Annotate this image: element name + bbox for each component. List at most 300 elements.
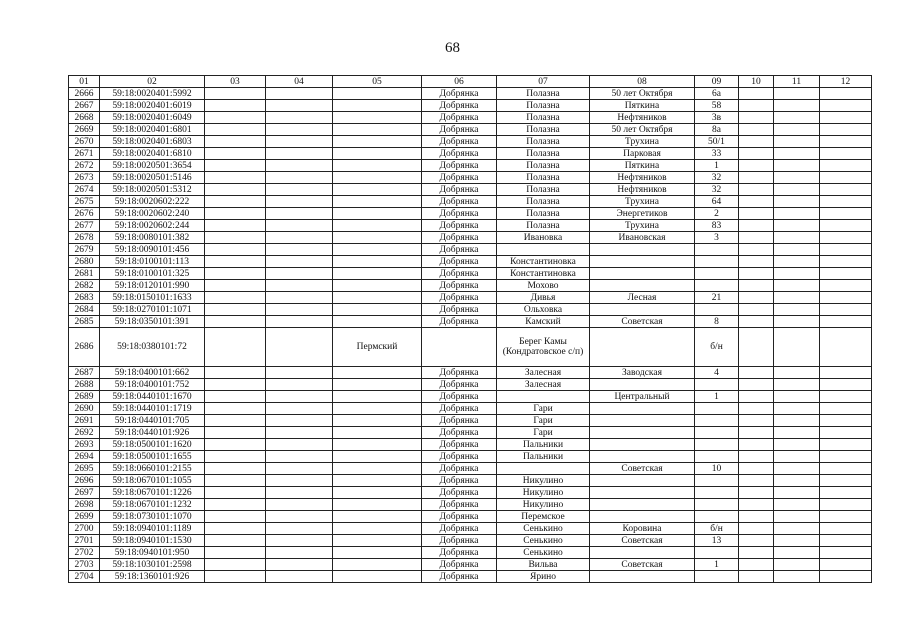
cadastral-number-cell: 59:18:0940101:1530 bbox=[100, 535, 205, 547]
locality-cell bbox=[497, 244, 590, 256]
cadastral-number-cell: 59:18:0020401:6810 bbox=[100, 148, 205, 160]
cadastral-number-cell: 59:18:0080101:382 bbox=[100, 232, 205, 244]
locality-cell: Полазна bbox=[497, 112, 590, 124]
region-cell bbox=[333, 547, 422, 559]
col-03-cell bbox=[205, 403, 266, 415]
col-03-cell bbox=[205, 499, 266, 511]
table-row bbox=[69, 184, 872, 196]
settlement-cell: Добрянка bbox=[422, 148, 497, 160]
settlement-cell: Добрянка bbox=[422, 136, 497, 148]
settlement-cell: Добрянка bbox=[422, 511, 497, 523]
house-number-cell: 2 bbox=[695, 208, 739, 220]
street-cell: Парковая bbox=[590, 148, 695, 160]
house-number-cell: 1 bbox=[695, 160, 739, 172]
house-number-cell: 8 bbox=[695, 316, 739, 328]
col-12-cell bbox=[820, 88, 872, 100]
cadastral-number-cell: 59:18:0500101:1620 bbox=[100, 439, 205, 451]
col-10-cell bbox=[739, 535, 774, 547]
street-cell: Пяткина bbox=[590, 160, 695, 172]
cadastral-number-cell: 59:18:0660101:2155 bbox=[100, 463, 205, 475]
cadastral-number-cell: 59:18:0020501:3654 bbox=[100, 160, 205, 172]
region-cell bbox=[333, 304, 422, 316]
street-cell: Трухина bbox=[590, 220, 695, 232]
table-row bbox=[69, 499, 872, 511]
cadastral-number-cell: 59:18:0020401:6049 bbox=[100, 112, 205, 124]
region-cell bbox=[333, 112, 422, 124]
row-number-cell: 2682 bbox=[69, 280, 100, 292]
col-10-cell bbox=[739, 244, 774, 256]
col-03-cell bbox=[205, 439, 266, 451]
register-table bbox=[68, 75, 872, 583]
col-10-cell bbox=[739, 232, 774, 244]
col-12-cell bbox=[820, 232, 872, 244]
street-cell: Пяткина bbox=[590, 100, 695, 112]
region-cell bbox=[333, 559, 422, 571]
table-row bbox=[69, 547, 872, 559]
street-cell: Коровина bbox=[590, 523, 695, 535]
cadastral-number-cell: 59:18:0940101:950 bbox=[100, 547, 205, 559]
street-cell: Нефтяников bbox=[590, 184, 695, 196]
settlement-cell: Добрянка bbox=[422, 439, 497, 451]
settlement-cell: Добрянка bbox=[422, 475, 497, 487]
col-03-cell bbox=[205, 535, 266, 547]
col-12-cell bbox=[820, 439, 872, 451]
col-04-cell bbox=[266, 535, 333, 547]
cadastral-number-cell: 59:18:0670101:1226 bbox=[100, 487, 205, 499]
col-04-cell bbox=[266, 415, 333, 427]
cadastral-number-cell: 59:18:0020602:222 bbox=[100, 196, 205, 208]
col-10-cell bbox=[739, 184, 774, 196]
street-cell bbox=[590, 403, 695, 415]
col-04-cell bbox=[266, 184, 333, 196]
row-number-cell: 2670 bbox=[69, 136, 100, 148]
col-03-cell bbox=[205, 475, 266, 487]
col-10-cell bbox=[739, 367, 774, 379]
column-header: 10 bbox=[739, 76, 774, 88]
street-cell bbox=[590, 244, 695, 256]
settlement-cell: Добрянка bbox=[422, 292, 497, 304]
col-10-cell bbox=[739, 316, 774, 328]
col-03-cell bbox=[205, 487, 266, 499]
col-11-cell bbox=[774, 403, 820, 415]
col-12-cell bbox=[820, 112, 872, 124]
col-03-cell bbox=[205, 547, 266, 559]
col-11-cell bbox=[774, 451, 820, 463]
col-03-cell bbox=[205, 304, 266, 316]
col-04-cell bbox=[266, 160, 333, 172]
column-header: 06 bbox=[422, 76, 497, 88]
region-cell bbox=[333, 427, 422, 439]
locality-cell: Сенькино bbox=[497, 547, 590, 559]
region-cell bbox=[333, 292, 422, 304]
col-12-cell bbox=[820, 208, 872, 220]
house-number-cell: 83 bbox=[695, 220, 739, 232]
row-number-cell: 2689 bbox=[69, 391, 100, 403]
col-03-cell bbox=[205, 292, 266, 304]
table-row bbox=[69, 208, 872, 220]
col-12-cell bbox=[820, 328, 872, 367]
house-number-cell bbox=[695, 439, 739, 451]
col-10-cell bbox=[739, 571, 774, 583]
col-03-cell bbox=[205, 571, 266, 583]
region-cell bbox=[333, 367, 422, 379]
region-cell bbox=[333, 499, 422, 511]
street-cell bbox=[590, 439, 695, 451]
table-row bbox=[69, 244, 872, 256]
cadastral-number-cell: 59:18:0150101:1633 bbox=[100, 292, 205, 304]
street-cell: Советская bbox=[590, 463, 695, 475]
street-cell: Энергетиков bbox=[590, 208, 695, 220]
table-row bbox=[69, 367, 872, 379]
street-cell: 50 лет Октября bbox=[590, 124, 695, 136]
house-number-cell: 6а bbox=[695, 88, 739, 100]
col-10-cell bbox=[739, 415, 774, 427]
locality-cell: Пальники bbox=[497, 451, 590, 463]
col-04-cell bbox=[266, 256, 333, 268]
region-cell bbox=[333, 463, 422, 475]
region-cell bbox=[333, 379, 422, 391]
street-cell bbox=[590, 328, 695, 367]
col-03-cell bbox=[205, 463, 266, 475]
table-row bbox=[69, 88, 872, 100]
locality-cell: Залесная bbox=[497, 367, 590, 379]
col-04-cell bbox=[266, 487, 333, 499]
settlement-cell: Добрянка bbox=[422, 463, 497, 475]
settlement-cell: Добрянка bbox=[422, 160, 497, 172]
row-number-cell: 2696 bbox=[69, 475, 100, 487]
col-03-cell bbox=[205, 136, 266, 148]
street-cell bbox=[590, 499, 695, 511]
row-number-cell: 2693 bbox=[69, 439, 100, 451]
column-header: 03 bbox=[205, 76, 266, 88]
cadastral-number-cell: 59:18:0400101:662 bbox=[100, 367, 205, 379]
row-number-cell: 2695 bbox=[69, 463, 100, 475]
cadastral-number-cell: 59:18:0440101:926 bbox=[100, 427, 205, 439]
house-number-cell bbox=[695, 511, 739, 523]
col-03-cell bbox=[205, 256, 266, 268]
col-04-cell bbox=[266, 208, 333, 220]
locality-cell: Никулино bbox=[497, 499, 590, 511]
col-03-cell bbox=[205, 559, 266, 571]
house-number-cell bbox=[695, 451, 739, 463]
region-cell bbox=[333, 316, 422, 328]
house-number-cell bbox=[695, 475, 739, 487]
col-04-cell bbox=[266, 403, 333, 415]
row-number-cell: 2678 bbox=[69, 232, 100, 244]
col-04-cell bbox=[266, 379, 333, 391]
settlement-cell: Добрянка bbox=[422, 391, 497, 403]
col-04-cell bbox=[266, 439, 333, 451]
col-12-cell bbox=[820, 268, 872, 280]
house-number-cell: 50/1 bbox=[695, 136, 739, 148]
region-cell bbox=[333, 232, 422, 244]
col-11-cell bbox=[774, 184, 820, 196]
cadastral-number-cell: 59:18:0100101:325 bbox=[100, 268, 205, 280]
table-row bbox=[69, 403, 872, 415]
cadastral-number-cell: 59:18:0730101:1070 bbox=[100, 511, 205, 523]
cadastral-number-cell: 59:18:0090101:456 bbox=[100, 244, 205, 256]
table-row bbox=[69, 172, 872, 184]
house-number-cell: б/н bbox=[695, 523, 739, 535]
row-number-cell: 2676 bbox=[69, 208, 100, 220]
col-10-cell bbox=[739, 547, 774, 559]
house-number-cell bbox=[695, 280, 739, 292]
col-04-cell bbox=[266, 244, 333, 256]
col-03-cell bbox=[205, 391, 266, 403]
col-12-cell bbox=[820, 316, 872, 328]
col-10-cell bbox=[739, 280, 774, 292]
row-number-cell: 2667 bbox=[69, 100, 100, 112]
col-11-cell bbox=[774, 316, 820, 328]
cadastral-number-cell: 59:18:0440101:1670 bbox=[100, 391, 205, 403]
col-11-cell bbox=[774, 535, 820, 547]
street-cell bbox=[590, 547, 695, 559]
region-cell bbox=[333, 511, 422, 523]
col-11-cell bbox=[774, 427, 820, 439]
col-03-cell bbox=[205, 88, 266, 100]
col-11-cell bbox=[774, 559, 820, 571]
col-12-cell bbox=[820, 244, 872, 256]
col-11-cell bbox=[774, 280, 820, 292]
locality-cell: Сенькино bbox=[497, 523, 590, 535]
col-04-cell bbox=[266, 268, 333, 280]
col-10-cell bbox=[739, 379, 774, 391]
col-03-cell bbox=[205, 196, 266, 208]
table-row bbox=[69, 427, 872, 439]
region-cell bbox=[333, 535, 422, 547]
region-cell bbox=[333, 280, 422, 292]
house-number-cell: 13 bbox=[695, 535, 739, 547]
col-04-cell bbox=[266, 196, 333, 208]
row-number-cell: 2690 bbox=[69, 403, 100, 415]
street-cell bbox=[590, 427, 695, 439]
table-row bbox=[69, 268, 872, 280]
column-header: 01 bbox=[69, 76, 100, 88]
col-04-cell bbox=[266, 88, 333, 100]
locality-cell: Ольховка bbox=[497, 304, 590, 316]
col-03-cell bbox=[205, 511, 266, 523]
col-11-cell bbox=[774, 328, 820, 367]
settlement-cell: Добрянка bbox=[422, 367, 497, 379]
table-row bbox=[69, 220, 872, 232]
region-cell bbox=[333, 196, 422, 208]
locality-cell: Константиновка bbox=[497, 268, 590, 280]
col-10-cell bbox=[739, 208, 774, 220]
house-number-cell: 8а bbox=[695, 124, 739, 136]
column-header: 08 bbox=[590, 76, 695, 88]
settlement-cell: Добрянка bbox=[422, 268, 497, 280]
cadastral-number-cell: 59:18:1030101:2598 bbox=[100, 559, 205, 571]
house-number-cell: 58 bbox=[695, 100, 739, 112]
col-03-cell bbox=[205, 367, 266, 379]
row-number-cell: 2686 bbox=[69, 328, 100, 367]
house-number-cell bbox=[695, 256, 739, 268]
locality-cell: Полазна bbox=[497, 160, 590, 172]
settlement-cell: Добрянка bbox=[422, 196, 497, 208]
locality-cell: Полазна bbox=[497, 196, 590, 208]
street-cell bbox=[590, 415, 695, 427]
cadastral-number-cell: 59:18:0020501:5146 bbox=[100, 172, 205, 184]
col-12-cell bbox=[820, 148, 872, 160]
col-04-cell bbox=[266, 511, 333, 523]
street-cell: Трухина bbox=[590, 136, 695, 148]
col-10-cell bbox=[739, 427, 774, 439]
col-12-cell bbox=[820, 160, 872, 172]
column-header: 04 bbox=[266, 76, 333, 88]
col-03-cell bbox=[205, 280, 266, 292]
col-04-cell bbox=[266, 571, 333, 583]
region-cell bbox=[333, 136, 422, 148]
col-11-cell bbox=[774, 487, 820, 499]
col-04-cell bbox=[266, 316, 333, 328]
street-cell bbox=[590, 379, 695, 391]
col-04-cell bbox=[266, 427, 333, 439]
settlement-cell: Добрянка bbox=[422, 499, 497, 511]
col-10-cell bbox=[739, 148, 774, 160]
street-cell: Лесная bbox=[590, 292, 695, 304]
settlement-cell: Добрянка bbox=[422, 535, 497, 547]
col-11-cell bbox=[774, 244, 820, 256]
row-number-cell: 2692 bbox=[69, 427, 100, 439]
col-11-cell bbox=[774, 100, 820, 112]
page-number: 68 bbox=[445, 40, 460, 56]
locality-cell: Перемское bbox=[497, 511, 590, 523]
street-cell bbox=[590, 511, 695, 523]
col-04-cell bbox=[266, 124, 333, 136]
locality-cell: Вильва bbox=[497, 559, 590, 571]
street-cell bbox=[590, 268, 695, 280]
col-04-cell bbox=[266, 136, 333, 148]
column-header: 11 bbox=[774, 76, 820, 88]
region-cell bbox=[333, 220, 422, 232]
settlement-cell: Добрянка bbox=[422, 415, 497, 427]
region-cell bbox=[333, 415, 422, 427]
col-04-cell bbox=[266, 391, 333, 403]
cadastral-number-cell: 59:18:0020602:240 bbox=[100, 208, 205, 220]
street-cell bbox=[590, 571, 695, 583]
region-cell bbox=[333, 451, 422, 463]
house-number-cell bbox=[695, 268, 739, 280]
table-row bbox=[69, 112, 872, 124]
house-number-cell: 10 bbox=[695, 463, 739, 475]
table-row bbox=[69, 523, 872, 535]
table-row bbox=[69, 535, 872, 547]
column-header: 12 bbox=[820, 76, 872, 88]
table-row bbox=[69, 451, 872, 463]
cadastral-number-cell: 59:18:0500101:1655 bbox=[100, 451, 205, 463]
col-10-cell bbox=[739, 439, 774, 451]
col-03-cell bbox=[205, 208, 266, 220]
house-number-cell: 21 bbox=[695, 292, 739, 304]
table-row bbox=[69, 124, 872, 136]
region-cell bbox=[333, 124, 422, 136]
col-11-cell bbox=[774, 208, 820, 220]
locality-cell: Никулино bbox=[497, 475, 590, 487]
col-10-cell bbox=[739, 196, 774, 208]
region-cell bbox=[333, 160, 422, 172]
settlement-cell: Добрянка bbox=[422, 220, 497, 232]
header-row bbox=[69, 76, 872, 88]
house-number-cell bbox=[695, 244, 739, 256]
col-12-cell bbox=[820, 547, 872, 559]
col-11-cell bbox=[774, 391, 820, 403]
col-12-cell bbox=[820, 220, 872, 232]
col-10-cell bbox=[739, 559, 774, 571]
settlement-cell: Добрянка bbox=[422, 316, 497, 328]
col-10-cell bbox=[739, 403, 774, 415]
region-cell bbox=[333, 208, 422, 220]
col-12-cell bbox=[820, 136, 872, 148]
settlement-cell: Добрянка bbox=[422, 172, 497, 184]
cadastral-number-cell: 59:18:0120101:990 bbox=[100, 280, 205, 292]
locality-cell: Полазна bbox=[497, 124, 590, 136]
table-row bbox=[69, 196, 872, 208]
row-number-cell: 2685 bbox=[69, 316, 100, 328]
col-03-cell bbox=[205, 427, 266, 439]
table-body bbox=[69, 88, 872, 583]
settlement-cell: Добрянка bbox=[422, 304, 497, 316]
locality-cell bbox=[497, 391, 590, 403]
house-number-cell: 32 bbox=[695, 172, 739, 184]
col-10-cell bbox=[739, 160, 774, 172]
row-number-cell: 2694 bbox=[69, 451, 100, 463]
col-04-cell bbox=[266, 280, 333, 292]
locality-cell: Полазна bbox=[497, 220, 590, 232]
region-cell bbox=[333, 184, 422, 196]
house-number-cell: 64 bbox=[695, 196, 739, 208]
col-03-cell bbox=[205, 172, 266, 184]
col-12-cell bbox=[820, 184, 872, 196]
locality-cell: Гари bbox=[497, 415, 590, 427]
col-10-cell bbox=[739, 511, 774, 523]
table-row bbox=[69, 100, 872, 112]
col-12-cell bbox=[820, 100, 872, 112]
house-number-cell: 4 bbox=[695, 367, 739, 379]
table-row bbox=[69, 148, 872, 160]
table-row bbox=[69, 475, 872, 487]
col-03-cell bbox=[205, 244, 266, 256]
locality-cell: Залесная bbox=[497, 379, 590, 391]
street-cell: Трухина bbox=[590, 196, 695, 208]
locality-cell: Полазна bbox=[497, 184, 590, 196]
row-number-cell: 2666 bbox=[69, 88, 100, 100]
region-cell bbox=[333, 571, 422, 583]
col-04-cell bbox=[266, 463, 333, 475]
row-number-cell: 2704 bbox=[69, 571, 100, 583]
col-11-cell bbox=[774, 112, 820, 124]
region-cell: Пермский bbox=[333, 328, 422, 367]
region-cell bbox=[333, 439, 422, 451]
street-cell: Нефтяников bbox=[590, 112, 695, 124]
street-cell bbox=[590, 256, 695, 268]
col-10-cell bbox=[739, 112, 774, 124]
cadastral-number-cell: 59:18:0100101:113 bbox=[100, 256, 205, 268]
region-cell bbox=[333, 523, 422, 535]
table-row bbox=[69, 280, 872, 292]
table-row bbox=[69, 232, 872, 244]
col-11-cell bbox=[774, 256, 820, 268]
col-12-cell bbox=[820, 511, 872, 523]
col-11-cell bbox=[774, 439, 820, 451]
settlement-cell: Добрянка bbox=[422, 256, 497, 268]
col-12-cell bbox=[820, 367, 872, 379]
locality-cell: Мохово bbox=[497, 280, 590, 292]
col-12-cell bbox=[820, 304, 872, 316]
col-11-cell bbox=[774, 499, 820, 511]
locality-cell: Константиновка bbox=[497, 256, 590, 268]
col-12-cell bbox=[820, 499, 872, 511]
row-number-cell: 2671 bbox=[69, 148, 100, 160]
